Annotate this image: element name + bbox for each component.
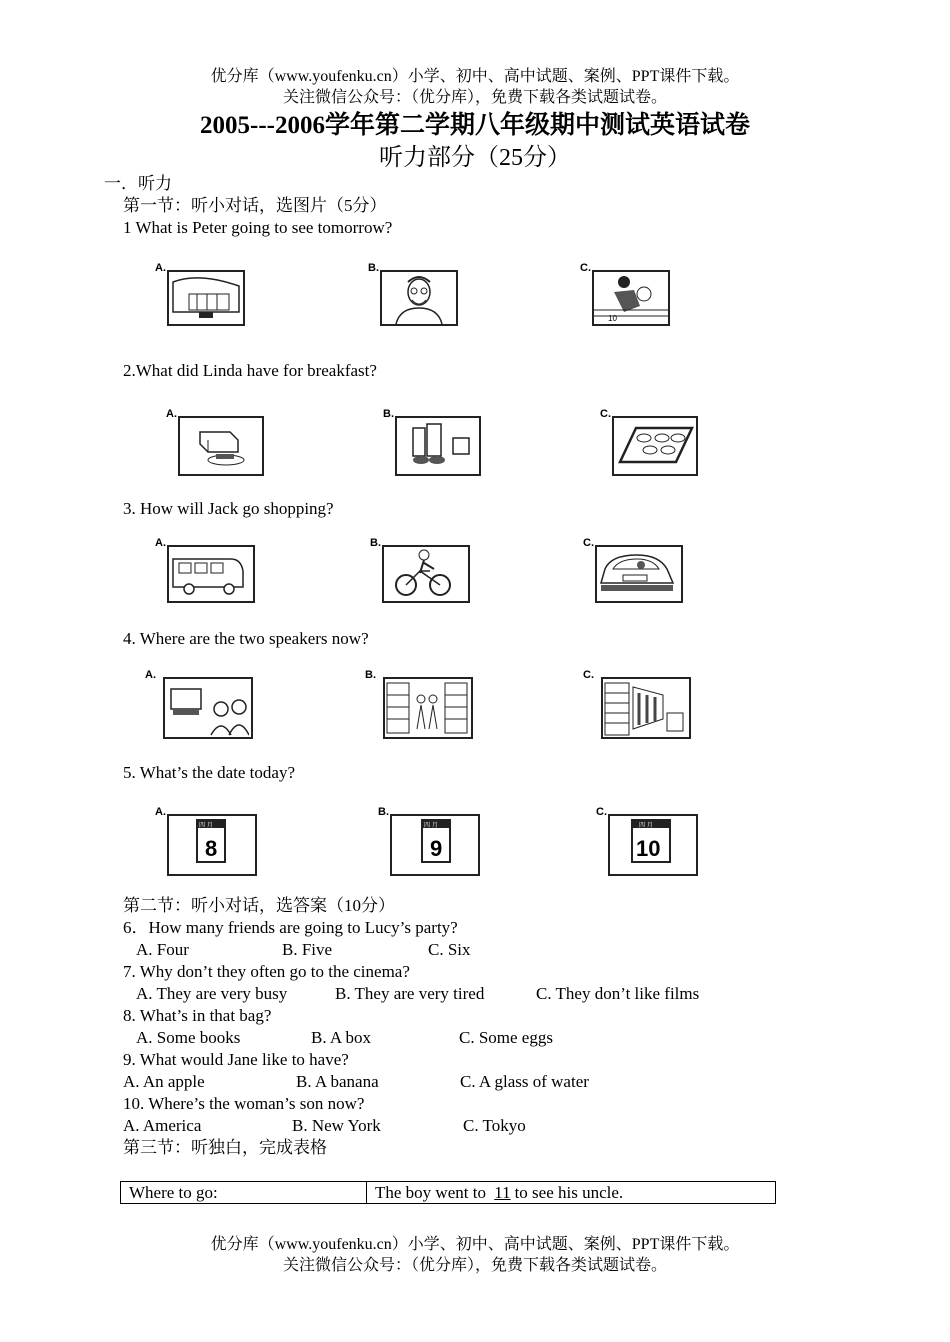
cinema-picture-icon: [165, 679, 249, 737]
svg-text:10: 10: [608, 314, 617, 323]
part1-heading: 第一节：听小对话，选图片（5分）: [123, 196, 387, 215]
calendar-header: 四 月: [424, 822, 438, 829]
part3-heading: 第三节：听独白，完成表格: [123, 1138, 327, 1157]
question-2: 2.What did Linda have for breakfast?: [123, 361, 377, 380]
question-3: 3. How will Jack go shopping?: [123, 499, 334, 518]
question-6: 6．How many friends are going to Lucy’s party?: [123, 918, 458, 937]
option-label: B.: [365, 669, 376, 681]
header-line-2: 关注微信公众号：（优分库），免费下载各类试题试卷。: [282, 89, 667, 106]
option-label: A.: [155, 806, 166, 818]
option-2b[interactable]: [383, 408, 475, 470]
calendar-10-picture-icon: [610, 816, 694, 874]
option-label: C.: [583, 669, 594, 681]
question-9: 9. What would Jane like to have?: [123, 1050, 349, 1069]
option-4b[interactable]: [365, 669, 457, 731]
table-label-cell: Where to go:: [121, 1182, 367, 1204]
page-subtitle: 听力部分（25分）: [379, 145, 571, 171]
table-row: [121, 1182, 776, 1204]
option-9b[interactable]: B. A banana: [296, 1072, 379, 1091]
option-label: C.: [600, 408, 611, 420]
option-10c[interactable]: C. Tokyo: [463, 1116, 526, 1135]
option-label: A.: [145, 669, 156, 681]
option-7a[interactable]: A. They are very busy: [136, 984, 288, 1003]
car-picture-icon: [597, 547, 679, 601]
option-5a[interactable]: [155, 806, 247, 868]
option-6b[interactable]: B. Five: [282, 940, 333, 959]
option-10b[interactable]: B. New York: [292, 1116, 381, 1135]
question-1: 1 What is Peter going to see tomorrow?: [123, 218, 393, 237]
option-label: A.: [155, 262, 166, 274]
option-2c[interactable]: [600, 408, 692, 470]
bus-picture-icon: [169, 547, 251, 601]
option-label: B.: [378, 806, 389, 818]
option-8a[interactable]: A. Some books: [136, 1028, 241, 1047]
page-title: 2005---2006学年第二学期八年级期中测试英语试卷: [200, 112, 750, 139]
bread-picture-icon: [180, 418, 260, 474]
sentence-start: The boy went to: [375, 1183, 491, 1202]
calendar-9-picture-icon: [392, 816, 476, 874]
option-label: C.: [596, 806, 607, 818]
table-answer-cell: [367, 1182, 776, 1204]
option-label: B.: [383, 408, 394, 420]
milk-boxes-picture-icon: [397, 418, 477, 474]
old-man-picture-icon: [382, 272, 456, 324]
option-3a[interactable]: [155, 537, 247, 599]
option-6c[interactable]: C. Six: [428, 940, 471, 959]
footer-line-1: 优分库（www.youfenku.cn）小学、初中、高中试题、案例、PPT课件下载。: [210, 1236, 740, 1253]
option-4a[interactable]: [145, 669, 237, 731]
football-player-picture-icon: [594, 272, 668, 324]
sentence-end: to see his uncle.: [514, 1183, 624, 1202]
option-1b[interactable]: [368, 262, 460, 324]
question-10: 10. Where’s the woman’s son now?: [123, 1094, 365, 1113]
option-3c[interactable]: [583, 537, 675, 599]
question-5: 5. What’s the date today?: [123, 763, 295, 782]
answer-table: [120, 1181, 776, 1204]
bicycle-picture-icon: [384, 547, 466, 601]
option-8c[interactable]: C. Some eggs: [459, 1028, 553, 1047]
option-5b[interactable]: [378, 806, 470, 868]
calendar-header: 四 月: [639, 822, 653, 829]
option-3b[interactable]: [370, 537, 462, 599]
option-6a[interactable]: A. Four: [136, 940, 189, 959]
option-label: B.: [370, 537, 381, 549]
library-picture-icon: [603, 679, 687, 737]
header-line-1: 优分库（www.youfenku.cn）小学、初中、高中试题、案例、PPT课件下载。: [210, 68, 740, 85]
calendar-header: 四 月: [199, 822, 213, 829]
option-9c[interactable]: C. A glass of water: [460, 1072, 589, 1091]
question-4: 4. Where are the two speakers now?: [123, 629, 369, 648]
option-7c[interactable]: C. They don’t like films: [536, 984, 700, 1003]
option-1a[interactable]: [155, 262, 247, 324]
option-label: A.: [155, 537, 166, 549]
option-5c[interactable]: [596, 806, 688, 868]
option-label: A.: [166, 408, 177, 420]
question-8: 8. What’s in that bag?: [123, 1006, 272, 1025]
option-4c[interactable]: [583, 669, 675, 731]
calendar-date: 10: [636, 836, 661, 861]
option-1c[interactable]: [580, 262, 672, 324]
section-heading: 一．听力: [104, 174, 172, 193]
part2-heading: 第二节：听小对话，选答案（10分）: [123, 896, 395, 915]
building-picture-icon: [169, 272, 243, 324]
calendar-8-picture-icon: [169, 816, 253, 874]
calendar-date: 9: [430, 836, 443, 861]
option-10a[interactable]: A. America: [123, 1116, 202, 1135]
option-2a[interactable]: [166, 408, 258, 470]
footer-line-2: 关注微信公众号：（优分库），免费下载各类试题试卷。: [282, 1257, 667, 1274]
calendar-date: 8: [205, 836, 218, 861]
option-9a[interactable]: A. An apple: [123, 1072, 205, 1091]
question-7: 7. Why don’t they often go to the cinema?: [123, 962, 410, 981]
option-label: B.: [368, 262, 379, 274]
supermarket-picture-icon: [385, 679, 469, 737]
answer-blank[interactable]: 11: [494, 1183, 511, 1202]
option-7b[interactable]: B. They are very tired: [335, 984, 485, 1003]
cakes-tray-picture-icon: [614, 418, 694, 474]
option-label: C.: [583, 537, 594, 549]
option-label: C.: [580, 262, 591, 274]
option-8b[interactable]: B. A box: [311, 1028, 371, 1047]
